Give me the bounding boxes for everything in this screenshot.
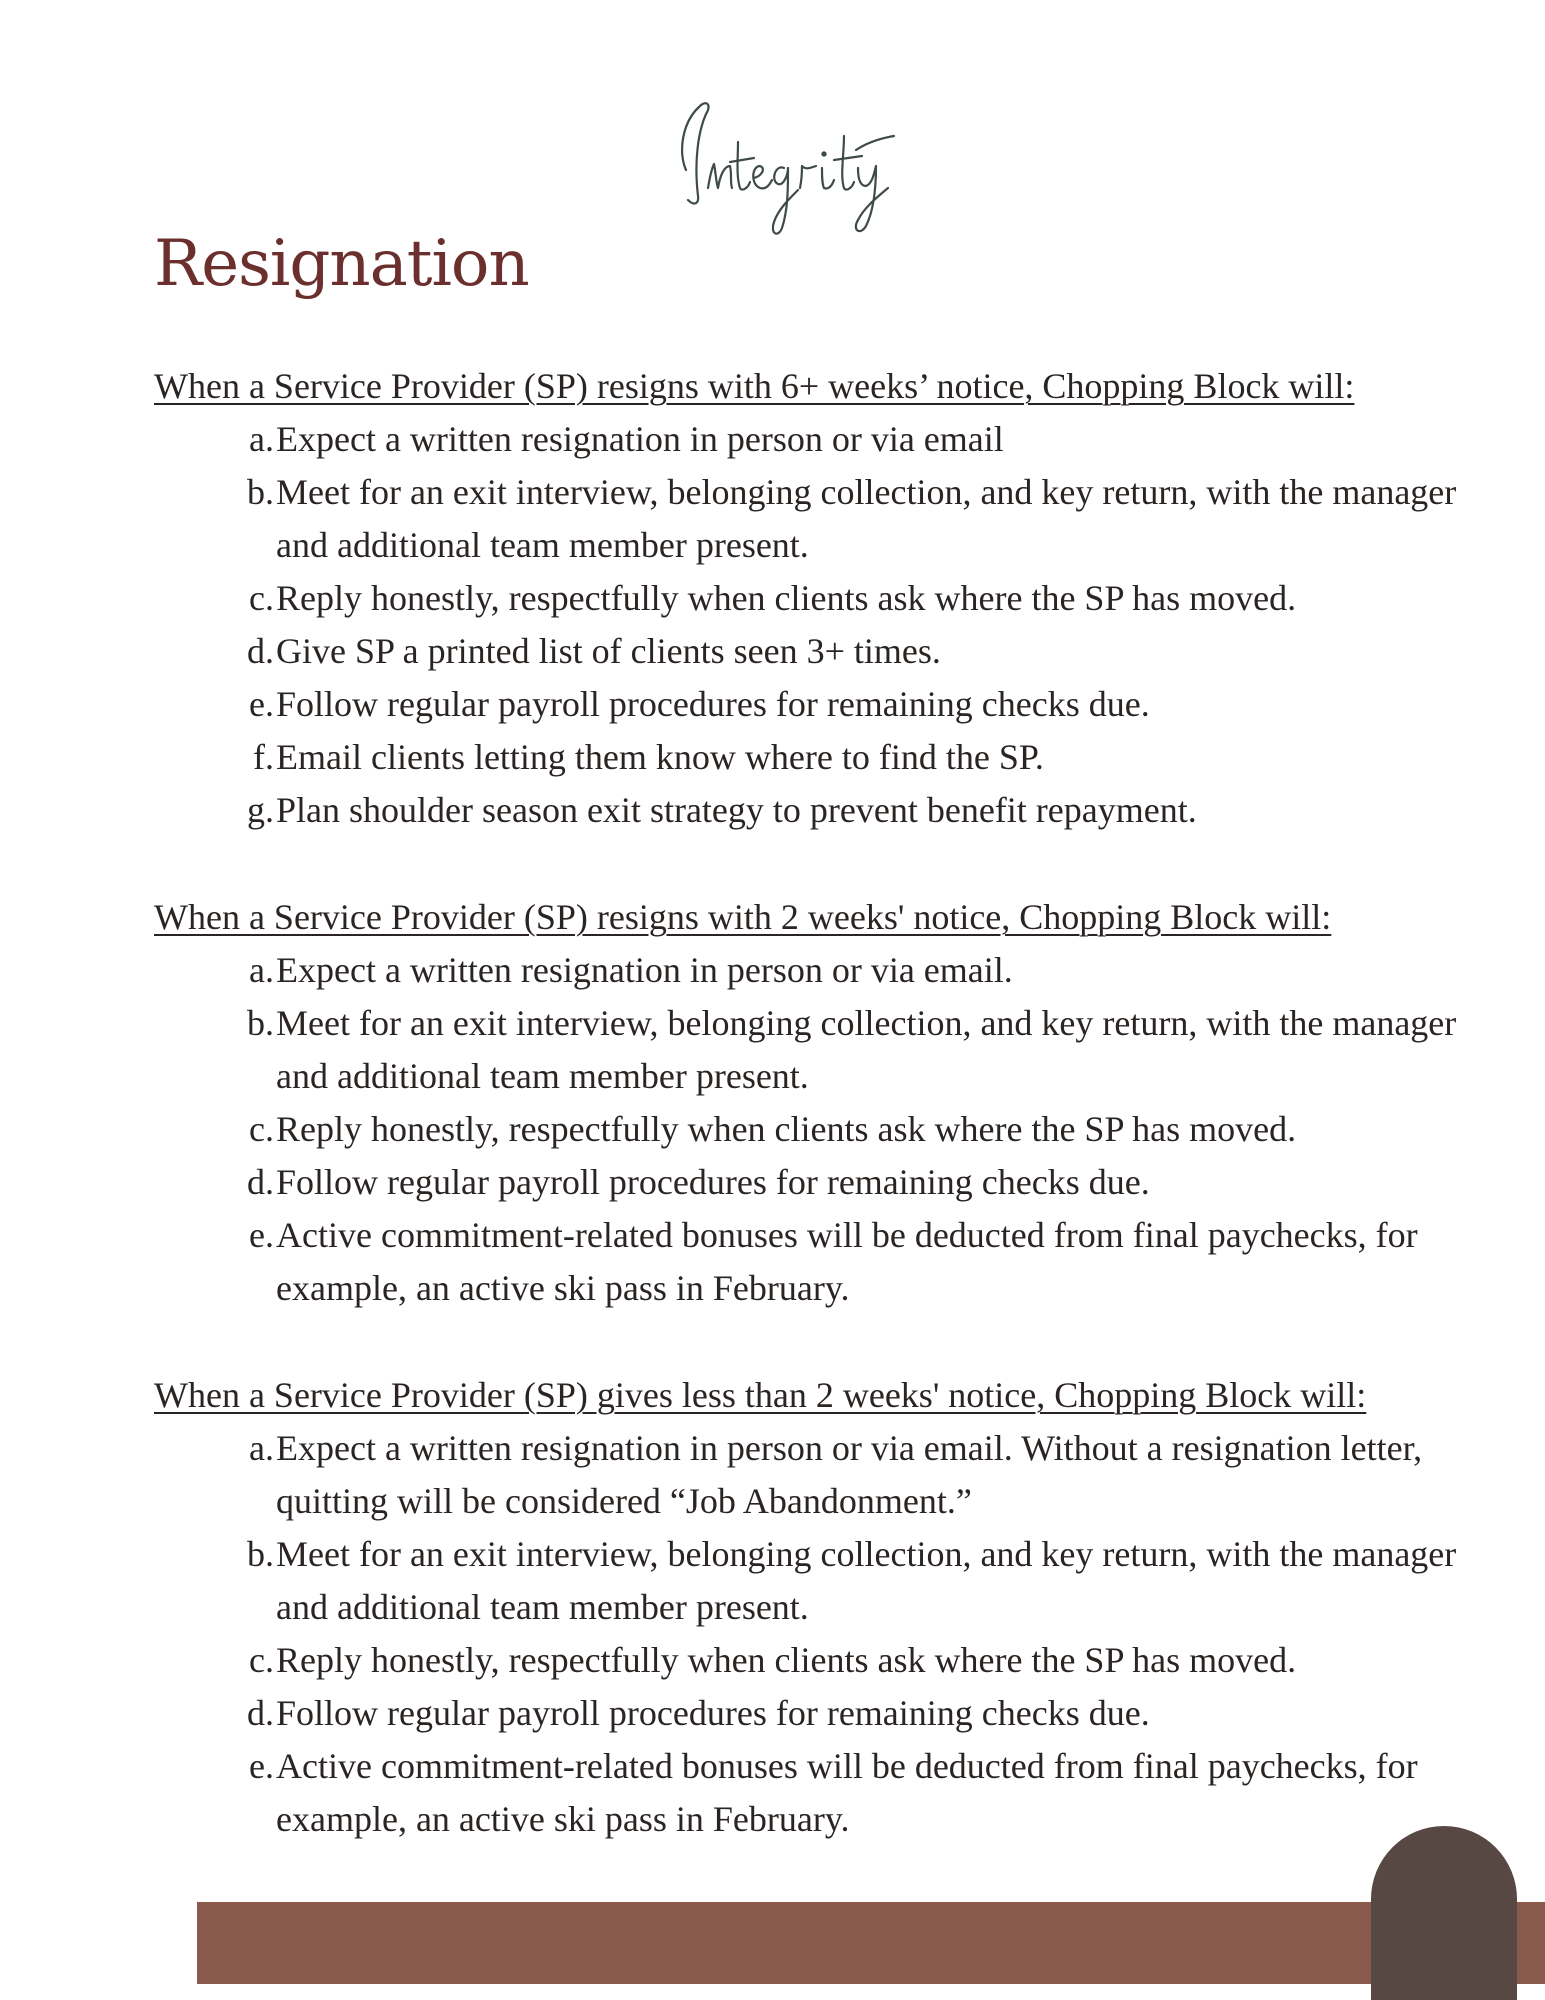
item-letter: d. [247,1693,274,1733]
integrity-script-logo [672,92,902,242]
list-item [154,1634,1494,1687]
list-item [154,1422,1494,1528]
item-text: Follow regular payroll procedures for remaining checks due. [276,1693,1150,1733]
section-intro: When a Service Provider (SP) resigns with 2 weeks' notice, Chopping Block will: [154,897,1332,937]
item-letter: c. [249,578,274,618]
item-letter: a. [249,1428,274,1468]
item-letter: g. [247,790,274,830]
section-six-weeks-notice [154,360,1494,837]
list-item [154,572,1494,625]
item-text: Reply honestly, respectfully when clients ask where the SP has moved. [276,1640,1297,1680]
item-text: Expect a written resignation in person or via email. [276,950,1013,990]
item-list [154,1422,1494,1846]
item-text: Follow regular payroll procedures for remaining checks due. [276,1162,1150,1202]
item-letter: c. [249,1109,274,1149]
list-item [154,678,1494,731]
item-list [154,413,1494,837]
list-item [154,1103,1494,1156]
page-title: Resignation [154,227,529,301]
item-text: Expect a written resignation in person or via email [276,419,1004,459]
section-two-weeks-notice [154,891,1494,1315]
item-text: Plan shoulder season exit strategy to prevent benefit repayment. [276,790,1197,830]
list-item [154,625,1494,678]
item-text: Reply honestly, respectfully when clients ask where the SP has moved. [276,1109,1297,1149]
section-intro: When a Service Provider (SP) resigns with 6+ weeks’ notice, Chopping Block will: [154,366,1355,406]
item-letter: f. [253,737,274,777]
list-item [154,466,1494,572]
item-text: Active commitment-related bonuses will be deducted from final paychecks, for example, an active ski pass in February. [276,1746,1418,1839]
item-letter: c. [249,1640,274,1680]
list-item [154,1209,1494,1315]
item-text: Give SP a printed list of clients seen 3+ times. [276,631,941,671]
item-text: Follow regular payroll procedures for remaining checks due. [276,684,1150,724]
footer-decorative-bar [197,1902,1545,1984]
item-letter: e. [249,684,274,724]
list-item [154,1740,1494,1846]
item-text: Expect a written resignation in person or via email. Without a resignation letter, quitting will be considered “Job Abandonment.” [276,1428,1423,1521]
item-letter: d. [247,631,274,671]
item-text: Meet for an exit interview, belonging collection, and key return, with the manager and additional team member present. [276,472,1457,565]
item-letter: e. [249,1215,274,1255]
list-item [154,1528,1494,1634]
item-letter: b. [247,472,274,512]
list-item [154,944,1494,997]
footer-decorative-arch [1371,1826,1517,2000]
list-item [154,784,1494,837]
item-text: Meet for an exit interview, belonging collection, and key return, with the manager and additional team member present. [276,1534,1457,1627]
item-text: Meet for an exit interview, belonging collection, and key return, with the manager and additional team member present. [276,1003,1457,1096]
item-letter: d. [247,1162,274,1202]
item-text: Reply honestly, respectfully when clients ask where the SP has moved. [276,578,1297,618]
item-letter: a. [249,419,274,459]
section-less-than-two-weeks-notice [154,1369,1494,1846]
item-list [154,944,1494,1315]
item-letter: e. [249,1746,274,1786]
item-letter: b. [247,1003,274,1043]
list-item [154,1156,1494,1209]
item-text: Active commitment-related bonuses will be deducted from final paychecks, for example, an active ski pass in February. [276,1215,1418,1308]
list-item [154,997,1494,1103]
list-item [154,413,1494,466]
item-text: Email clients letting them know where to find the SP. [276,737,1044,777]
list-item [154,731,1494,784]
item-letter: a. [249,950,274,990]
item-letter: b. [247,1534,274,1574]
section-intro: When a Service Provider (SP) gives less than 2 weeks' notice, Chopping Block will: [154,1375,1367,1415]
list-item [154,1687,1494,1740]
